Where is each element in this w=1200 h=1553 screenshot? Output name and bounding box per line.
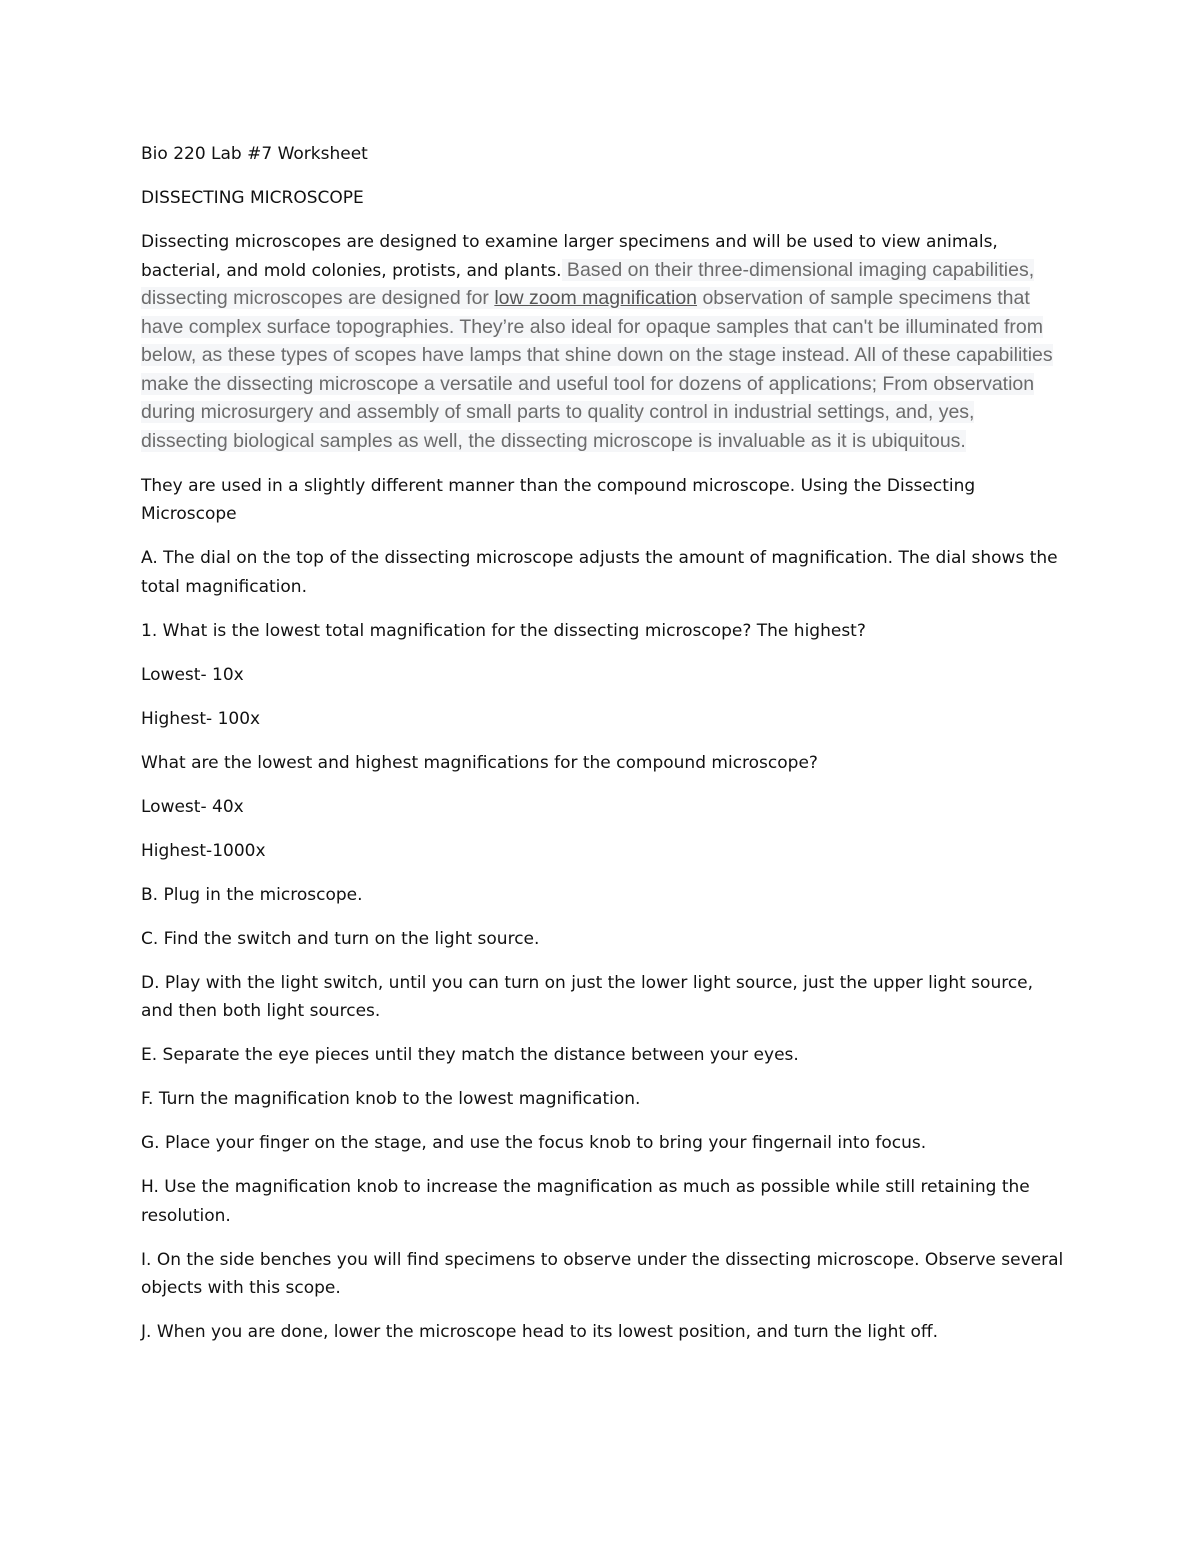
- answer-compound-lowest: Lowest- 40x: [141, 796, 244, 817]
- low-zoom-magnification-link[interactable]: low zoom magnification: [494, 287, 698, 309]
- step-e: E. Separate the eye pieces until they match the distance between your eyes.: [141, 1045, 799, 1065]
- answer-compound-highest: Highest-1000x: [141, 840, 266, 861]
- intro-paragraph: [141, 228, 1066, 456]
- worksheet-title: Bio 220 Lab #7 Worksheet: [141, 144, 368, 164]
- answer-dissecting-highest: Highest- 100x: [141, 708, 261, 729]
- step-j: J. When you are done, lower the microscope head to its lowest position, and turn the light off.: [141, 1322, 939, 1342]
- step-a: A. The dial on the top of the dissecting microscope adjusts the amount of magnification. The dial shows the total magnification.: [141, 548, 1058, 597]
- intro-typed-text: Dissecting microscopes are designed to examine larger specimens and will be used to view animals, bacterial, and mold colonies, protists, and plants.: [141, 232, 998, 281]
- section-heading: DISSECTING MICROSCOPE: [141, 188, 364, 208]
- worksheet-page: [141, 140, 1066, 1362]
- usage-note: They are used in a slightly different manner than the compound microscope. Using the Dissecting Microscope: [141, 475, 976, 524]
- step-h: H. Use the magnification knob to increase the magnification as much as possible while still retaining the resolution.: [141, 1177, 1030, 1226]
- step-c: C. Find the switch and turn on the light source.: [141, 928, 540, 949]
- question-1: 1. What is the lowest total magnification for the dissecting microscope? The highest?: [141, 620, 866, 641]
- intro-pasted-text-end: observation of sample specimens that have complex surface topographies. They’re also ideal for opaque samples that can't be illuminated from below, as these types of scopes have lamps that shine down on the stage instead. All of these capabilities make the dissecting microscope a versatile and useful tool for dozens of applications; From observation during microsurgery and assembly of small parts to quality control in industrial settings, and, yes, dissecting biological samples as well, the dissecting microscope is invaluable as it is ubiquitous.: [141, 287, 1053, 452]
- step-i: I. On the side benches you will find specimens to observe under the dissecting microscope. Observe several objects with this scope.: [141, 1249, 1064, 1298]
- answer-dissecting-lowest: Lowest- 10x: [141, 664, 244, 685]
- step-g: G. Place your finger on the stage, and use the focus knob to bring your fingernail into focus.: [141, 1133, 927, 1153]
- step-d: D. Play with the light switch, until you can turn on just the lower light source, just the upper light source, and then both light sources.: [141, 972, 1034, 1021]
- step-f: F. Turn the magnification knob to the lowest magnification.: [141, 1089, 641, 1109]
- intro-pasted-text-start: Based on their three-dimensional imaging capabilities, dissecting microscopes are designed for: [141, 258, 1035, 309]
- step-b: B. Plug in the microscope.: [141, 884, 363, 905]
- question-compound: What are the lowest and highest magnifications for the compound microscope?: [141, 752, 818, 773]
